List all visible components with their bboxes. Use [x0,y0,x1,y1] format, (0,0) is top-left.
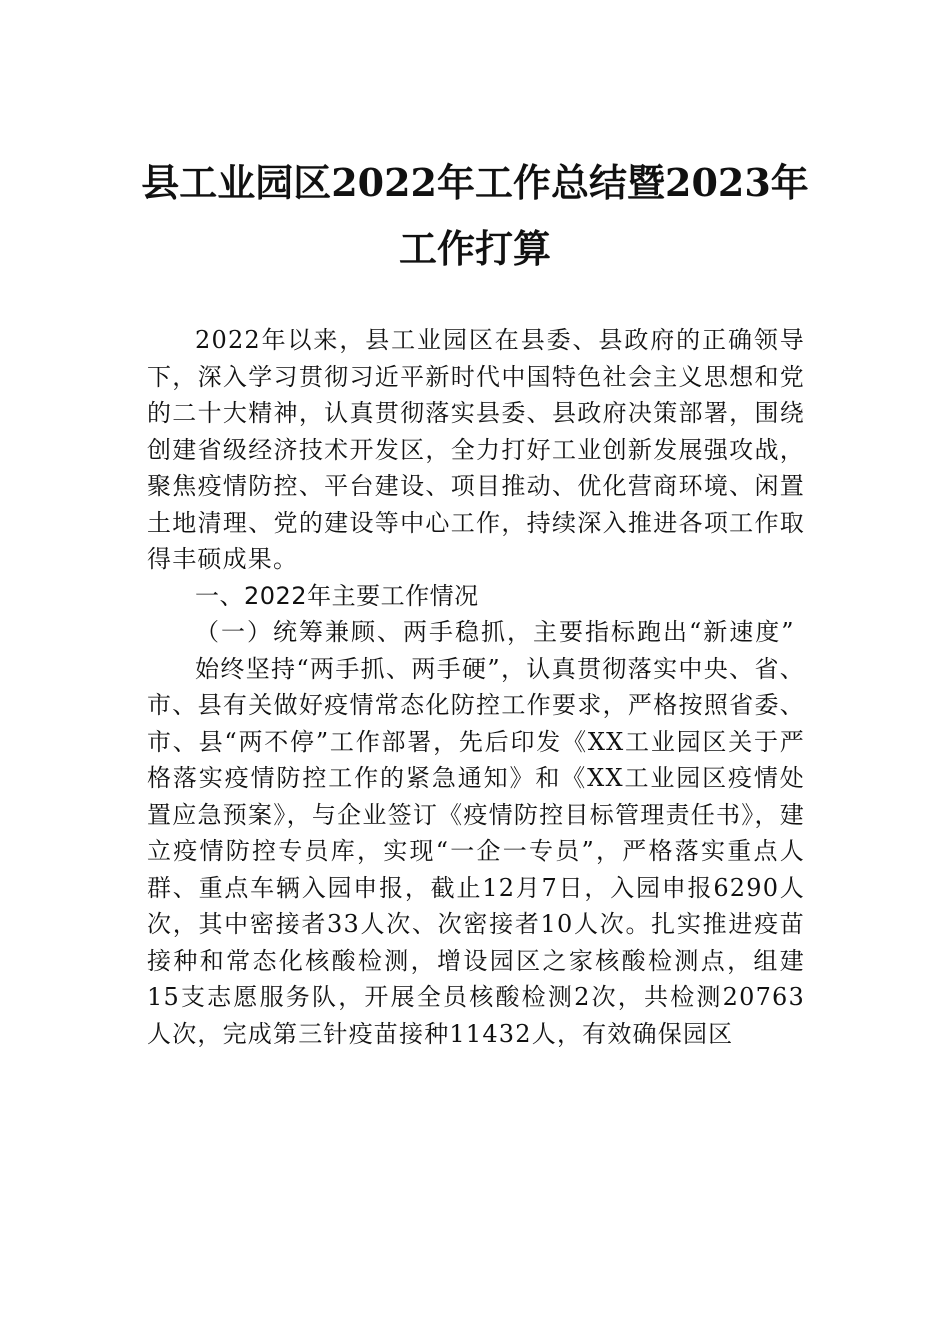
subsection-heading: （一）统筹兼顾、两手稳抓，主要指标跑出“新速度” [195,618,796,646]
intro-paragraph: 2022年以来，县工业园区在县委、县政府的正确领导下，深入学习贯彻习近平新时代中国特色社会主义思想和党的二十大精神，认真贯彻落实县委、县政府决策部署，围绕创建省级经济技术开发区，全力打好工业创新发展强攻战，聚焦疫情防控、平台建设、项目推动、优化营商环境、闲置土地清理、党的建设等中心工作，持续深入推进各项工作取得丰硕成果。 [147,326,805,573]
document-title: 县工业园区2022年工作总结暨2023年工作打算 [141,160,809,271]
document-body [147,322,805,1052]
section-heading: 一、2022年主要工作情况 [195,581,479,610]
body-paragraph: 始终坚持“两手抓、两手硬”，认真贯彻落实中央、省、市、县有关做好疫情常态化防控工作要求，严格按照省委、市、县“两不停”工作部署，先后印发《XX工业园区关于严格落实疫情防控工作的紧急通知》和《XX工业园区疫情处置应急预案》，与企业签订《疫情防控目标管理责任书》，建立疫情防控专员库，实现“一企一专员”，严格落实重点人群、重点车辆入园申报，截止12月7日，入园申报6290人次，其中密接者33人次、次密接者10人次。扎实推进疫苗接种和常态化核酸检测，增设园区之家核酸检测点，组建15支志愿服务队，开展全员核酸检测2次，共检测20763人次，完成第三针疫苗接种11432人，有效确保园区 [147,654,805,1048]
